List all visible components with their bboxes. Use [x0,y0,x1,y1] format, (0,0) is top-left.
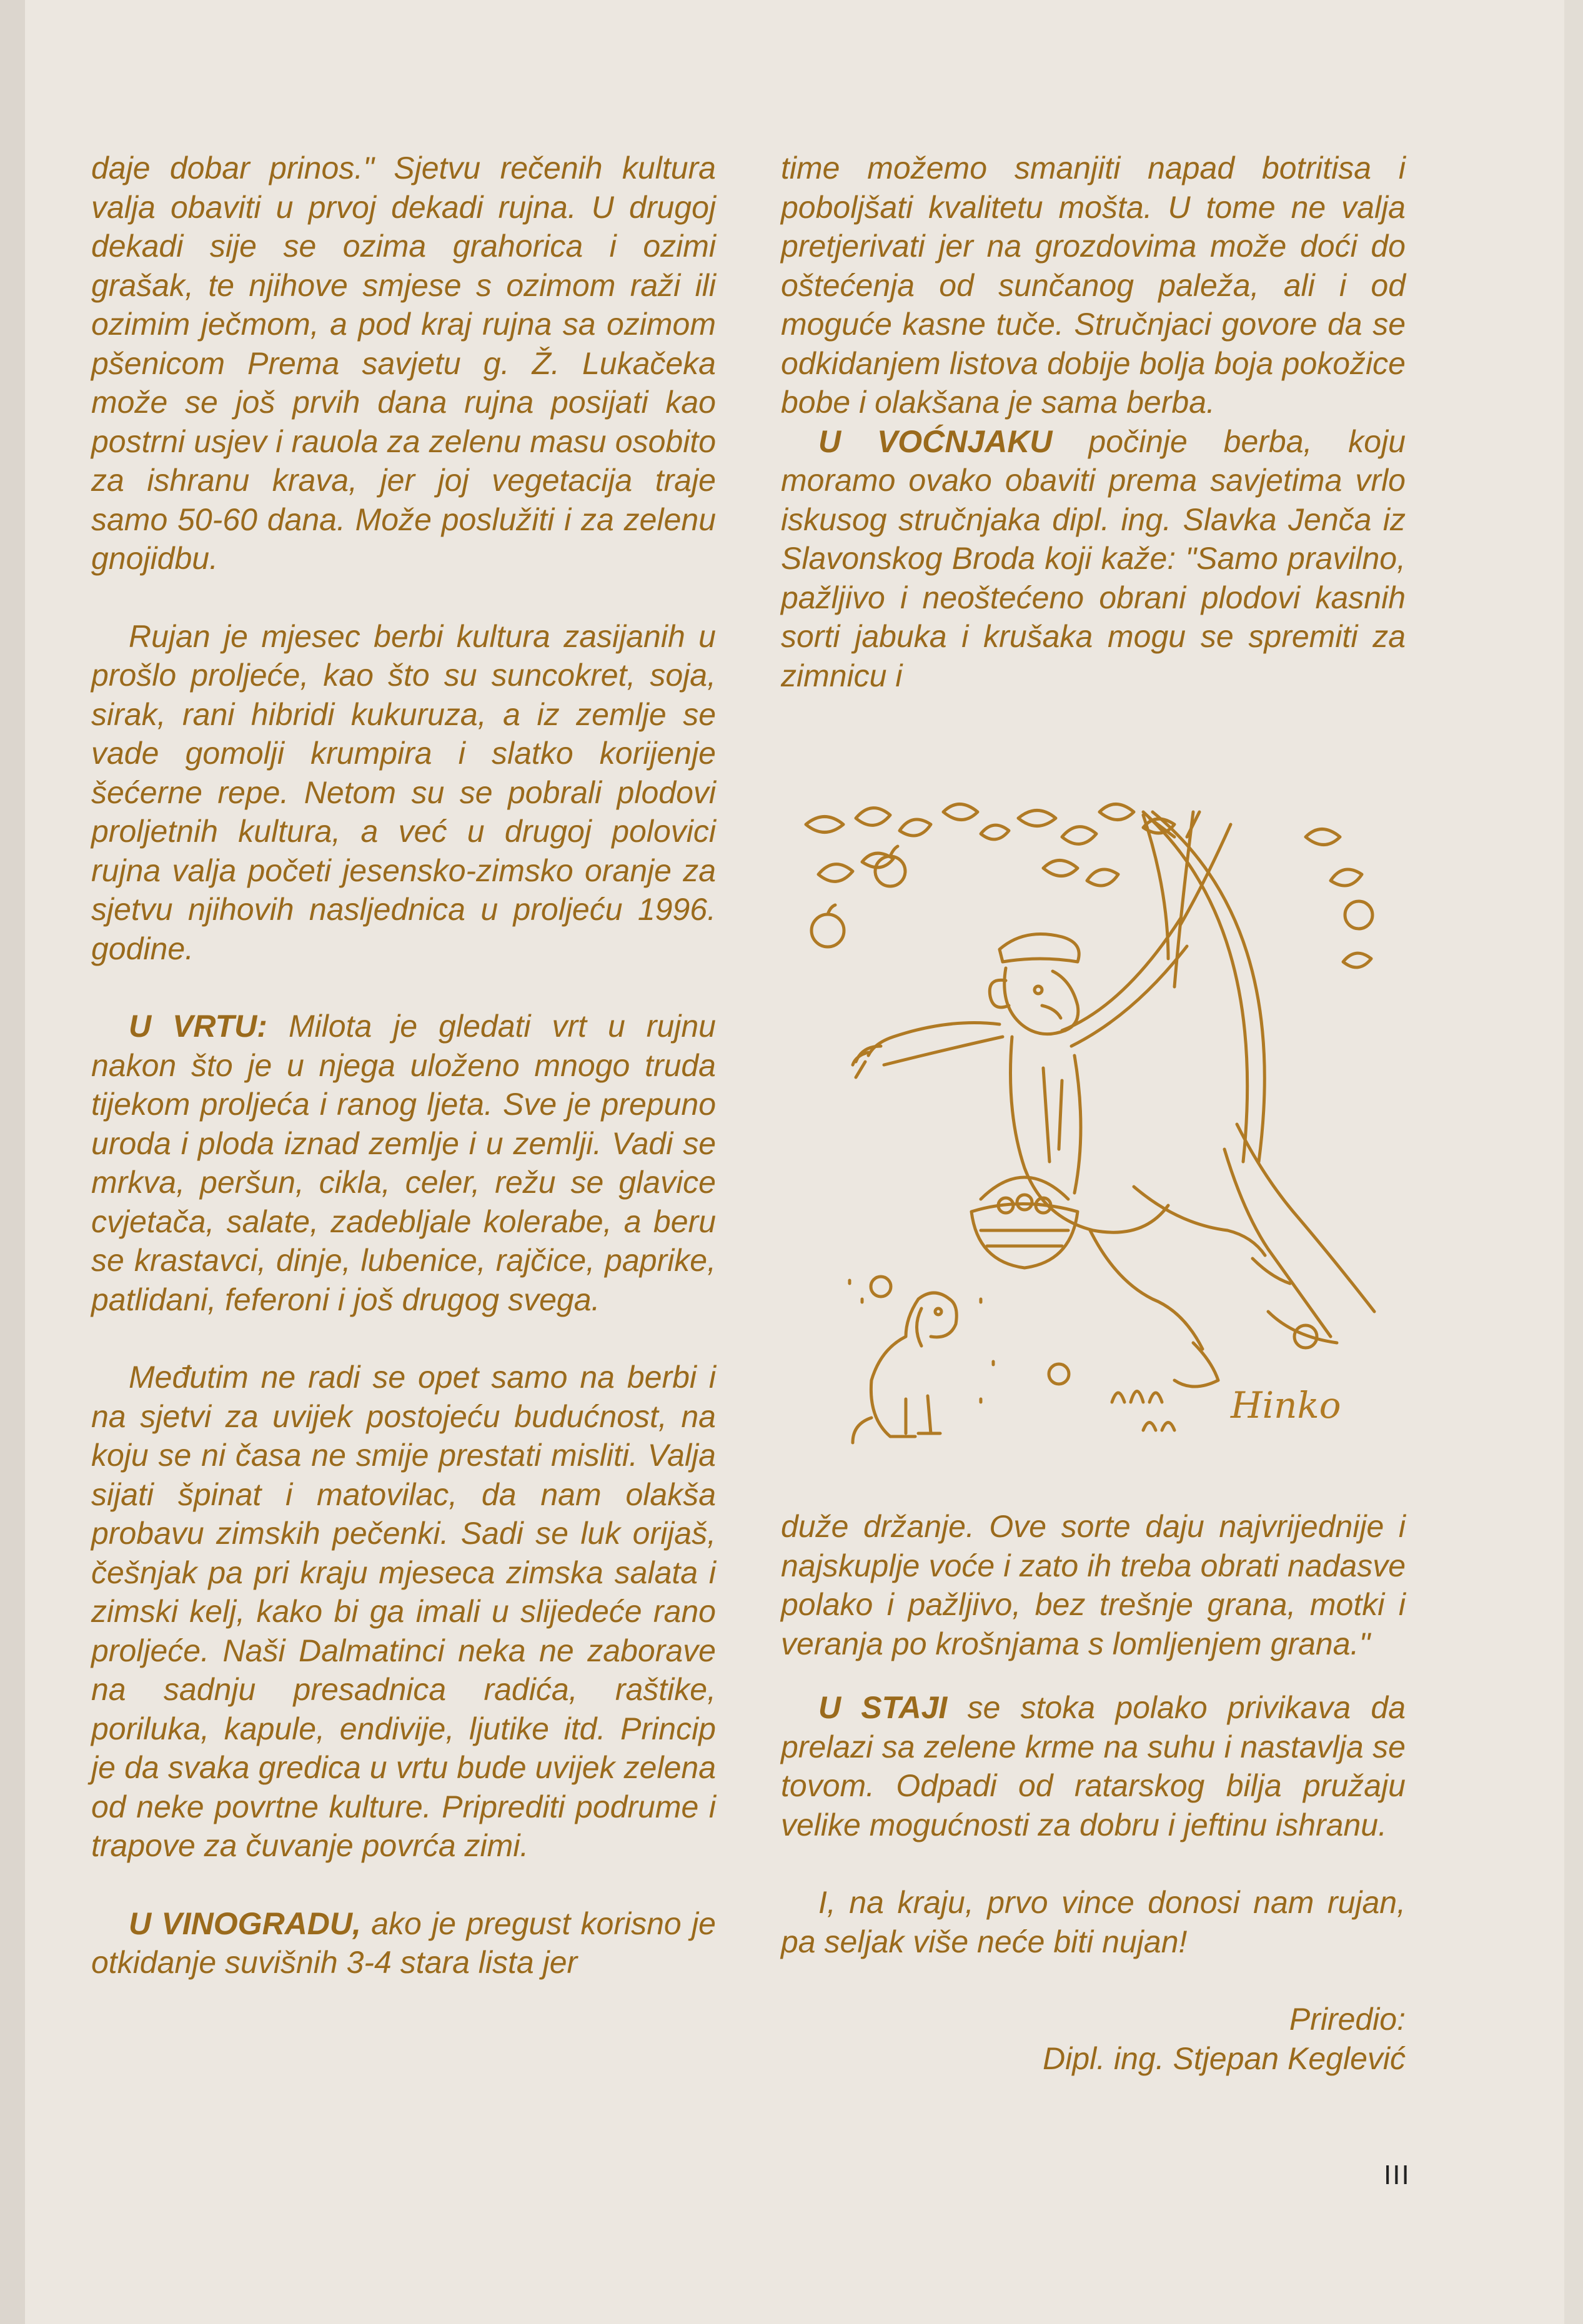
right-paragraph-5: I, na kraju, prvo vince donosi nam rujan, pa seljak više neće biti nujan! [781,1885,1406,1959]
signoff-label: Priredio: [1289,2002,1406,2037]
right-paragraph-1: time možemo smanjiti napad botritisa i poboljšati kvalitetu mošta. U tome ne valja pretjerivati jer na grozdovima može doći do oštećenja od sunčanog paleža, ali i od moguće kasne tuče. Stručnjaci govore da se odkidanjem listova dobije bolja boja pokožice bobe i olakšana je sama berba. [781,151,1406,420]
left-paragraph-1: daje dobar prinos." Sjetvu rečenih kultura valja obaviti u prvoj dekadi rujna. U drugoj dekadi sije se ozima grahorica i ozimi grašak, te njihove smjese s ozimom raži ili ozimim ječmom, a pod kraj rujna sa ozimom pšenicom Prema savjetu g. Ž. Lukačeka može se još prvih dana rujna posijati kao postrni usjev i rauola za zelenu masu osobito za ishranu krava, jer joj vegetacija traje samo 50-60 dana. Može poslužiti i za zelenu gnojidbu. [91,151,716,576]
staji-heading: U STAJI [818,1690,948,1725]
apple-icons [811,846,1372,1384]
vinogradu-heading: U VINOGRADU, [129,1906,361,1941]
right-column-lower [781,1507,1406,2078]
left-paragraph-4: Međutim ne radi se opet samo na berbi i na sjetvi za uvijek postojeću budućnost, na koju se ni časa ne smije prestati misliti. Valja sijati špinat i matovilac, da nam olakša probavu zimskih pečenki. Sadi se luk orijaš, češnjak pa pri kraju mjeseca zimska salata i zimski kelj, kako bi ga imali u slijedeće rano proljeće. Naši Dalmatinci neka ne zaborave na sadnju presadnica radića, raštike, poriluka, kapule, endivije, ljutike itd. Princip je da svaka gredica u vrtu bude uvijek zelena od neke povrtne kulture. Priprediti podrume i trapove za čuvanje povrća zimi. [91,1360,716,1863]
grass-marks [850,1280,1174,1430]
picking-pole [1143,812,1264,1162]
left-column [91,149,716,1982]
staji-text: se stoka polako privikava da prelazi sa zelene krme na suhu i nastavlja se tovom. Odpadi od ratarskog bilja pružaju velike mogućnosti za dobru i jeftinu ishranu. [781,1690,1406,1842]
left-paragraph-3 [91,1007,716,1319]
right-paragraph-4 [781,1688,1406,1844]
illustrator-signature: Hinko [1231,1384,1341,1427]
basket-icon [971,1177,1078,1268]
page-edge-right [1564,0,1583,2324]
vinogradu-text: ako je pregust korisno je otkidanje suvišnih 3-4 stara lista jer [91,1906,716,1980]
left-paragraph-5 [91,1904,716,1982]
vrtu-heading: U VRTU: [129,1009,267,1044]
vocnjaku-heading: U VOĆNJAKU [818,423,1053,459]
right-column [781,149,1406,695]
page-number: III [1384,2160,1411,2190]
vocnjaku-text: počinje berba, koju moramo ovako obaviti prema savjetima vrlo iskusog stručnjaka dipl. ing. Slavka Jenča iz Slavonskog Broda koji kaže: "Samo pravilno, pažljivo i neoštećeno obrani plodovi kasnih sorti jabuka i krušaka mogu se spremiti za zimnicu i [781,423,1406,693]
dog-icon [853,1293,956,1443]
page-edge-left [0,0,25,2324]
right-paragraph-3: duže držanje. Ove sorte daju najvrijednije i najskuplje voće i zato ih treba obrati nadasve polako i pažljivo, bez trešnje grana, motki i veranja po krošnjama s lomljenjem grana." [781,1509,1406,1661]
vrtu-text: Milota je gledati vrt u rujnu nakon što je u njega uloženo mnogo truda tijekom proljeća i ranog ljeta. Sve je prepuno uroda i ploda iznad zemlje i u zemlji. Vadi se mrkva, peršun, cikla, celer, režu se glavice cvjetača, salate, zadebljale kolerabe, a beru se krastavci, dinje, lubenice, rajčice, paprike, patlidani, feferoni i još drugog svega. [91,1009,716,1317]
signoff-name: Dipl. ing. Stjepan Keglević [1043,2040,1406,2076]
apple-picker-illustration [793,799,1418,1461]
left-paragraph-2: Rujan je mjesec berbi kultura zasijanih u prošlo proljeće, kao što su suncokret, soja, sirak, rani hibridi kukuruza, a iz zemlje se vade gomolji krumpira i slatko korijenje šećerne repe. Netom su se pobrali plodovi proljetnih kultura, a već u drugoj polovici rujna valja početi jesensko-zimsko oranje za sjetvu njihovih nasljednica u proljeću 1996. godine. [91,618,716,966]
right-paragraph-2 [781,422,1406,696]
